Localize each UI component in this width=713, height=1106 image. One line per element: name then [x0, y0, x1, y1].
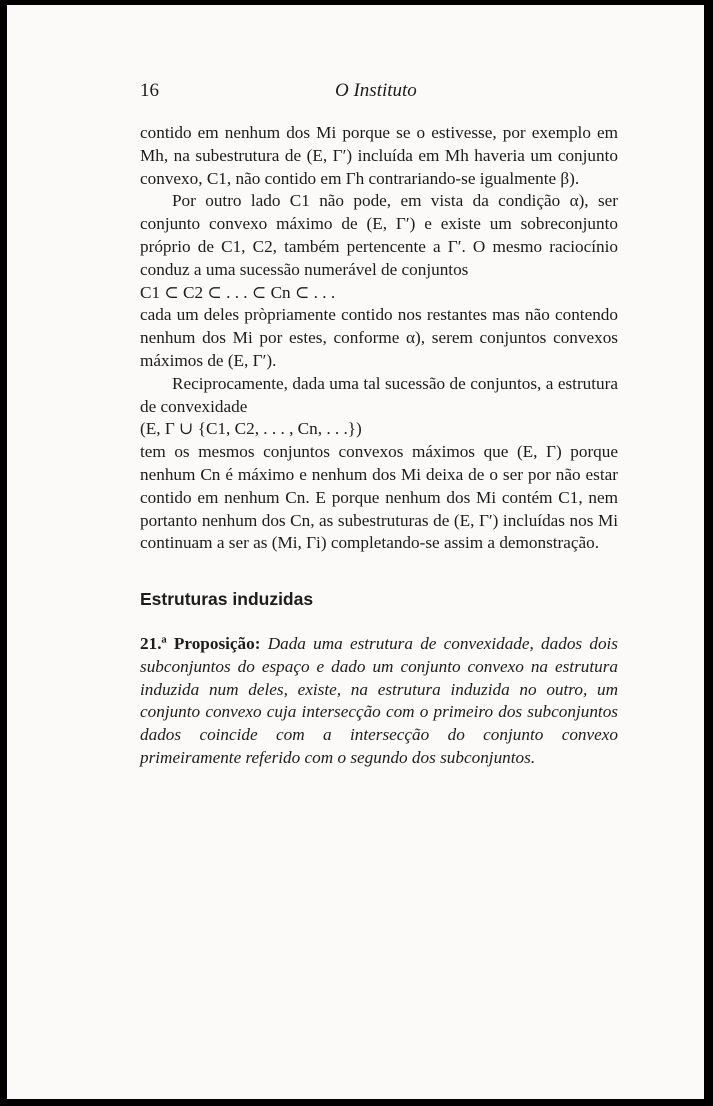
paragraph-5: tem os mesmos conjuntos convexos máximos que (E, Γ) porque nenhum Cn é máximo e nenhum dos Mi deixa de o ser por não estar contido em nenhum Cn. E porque nenhum dos Mi contém C1, nem portanto nenhum dos Cn, as subestruturas de (E, Γ′) incluídas nos Mi continuam a ser as (Mi, Γi) completando-se assim a demonstração.: [140, 442, 618, 553]
proposition-label: Proposição:: [173, 633, 261, 653]
running-title: O Instituto: [335, 80, 417, 101]
formula-structure: (E, Γ ∪ {C1, C2, . . . , Cn, . . .}): [140, 419, 362, 439]
proposition-text: Dada uma estrutura de convexidade, dados dois subconjuntos do espaço e dado um conjunto convexo na estrutura induzida num deles, existe, na estrutura induzida no outro, um conjunto convexo cuja intersecção com o primeiro dos subconjuntos dados coincide com a intersecção do conjunto convexo primeiramente referido com o segundo dos subconjuntos.: [140, 633, 618, 767]
page-header: [140, 80, 620, 106]
formula-sequence: C1 ⊂ C2 ⊂ . . . ⊂ Cn ⊂ . . .: [140, 282, 336, 302]
paragraph-3: cada um deles pròpriamente contido nos restantes mas não contendo nenhum dos Mi por estes, conforme α), serem conjuntos convexos máximos de (E, Γ′).: [140, 305, 618, 370]
paragraph-1: contido em nenhum dos Mi porque se o estivesse, por exemplo em Mh, na subestrutura de (E, Γ′) incluída em Mh haveria um conjunto convexo, C1, não contido em Γh contrariando-se igualmente β).: [140, 123, 618, 188]
paragraph-2: Por outro lado C1 não pode, em vista da condição α), ser conjunto convexo máximo de (E, Γ′) e existe um sobreconjunto próprio de C1, C2, também pertencente a Γ′. O mesmo raciocínio conduz a uma sucessão numerável de conjuntos: [140, 191, 618, 279]
body-text: [140, 122, 618, 770]
paragraph-4: Reciprocamente, dada uma tal sucessão de conjuntos, a estrutura de convexidade: [140, 373, 618, 416]
proposition-number: 21.ª: [140, 633, 167, 653]
proposition: [140, 633, 618, 770]
page: [7, 5, 704, 1099]
page-number: 16: [140, 80, 159, 101]
section-title: Estruturas induzidas: [140, 589, 314, 610]
